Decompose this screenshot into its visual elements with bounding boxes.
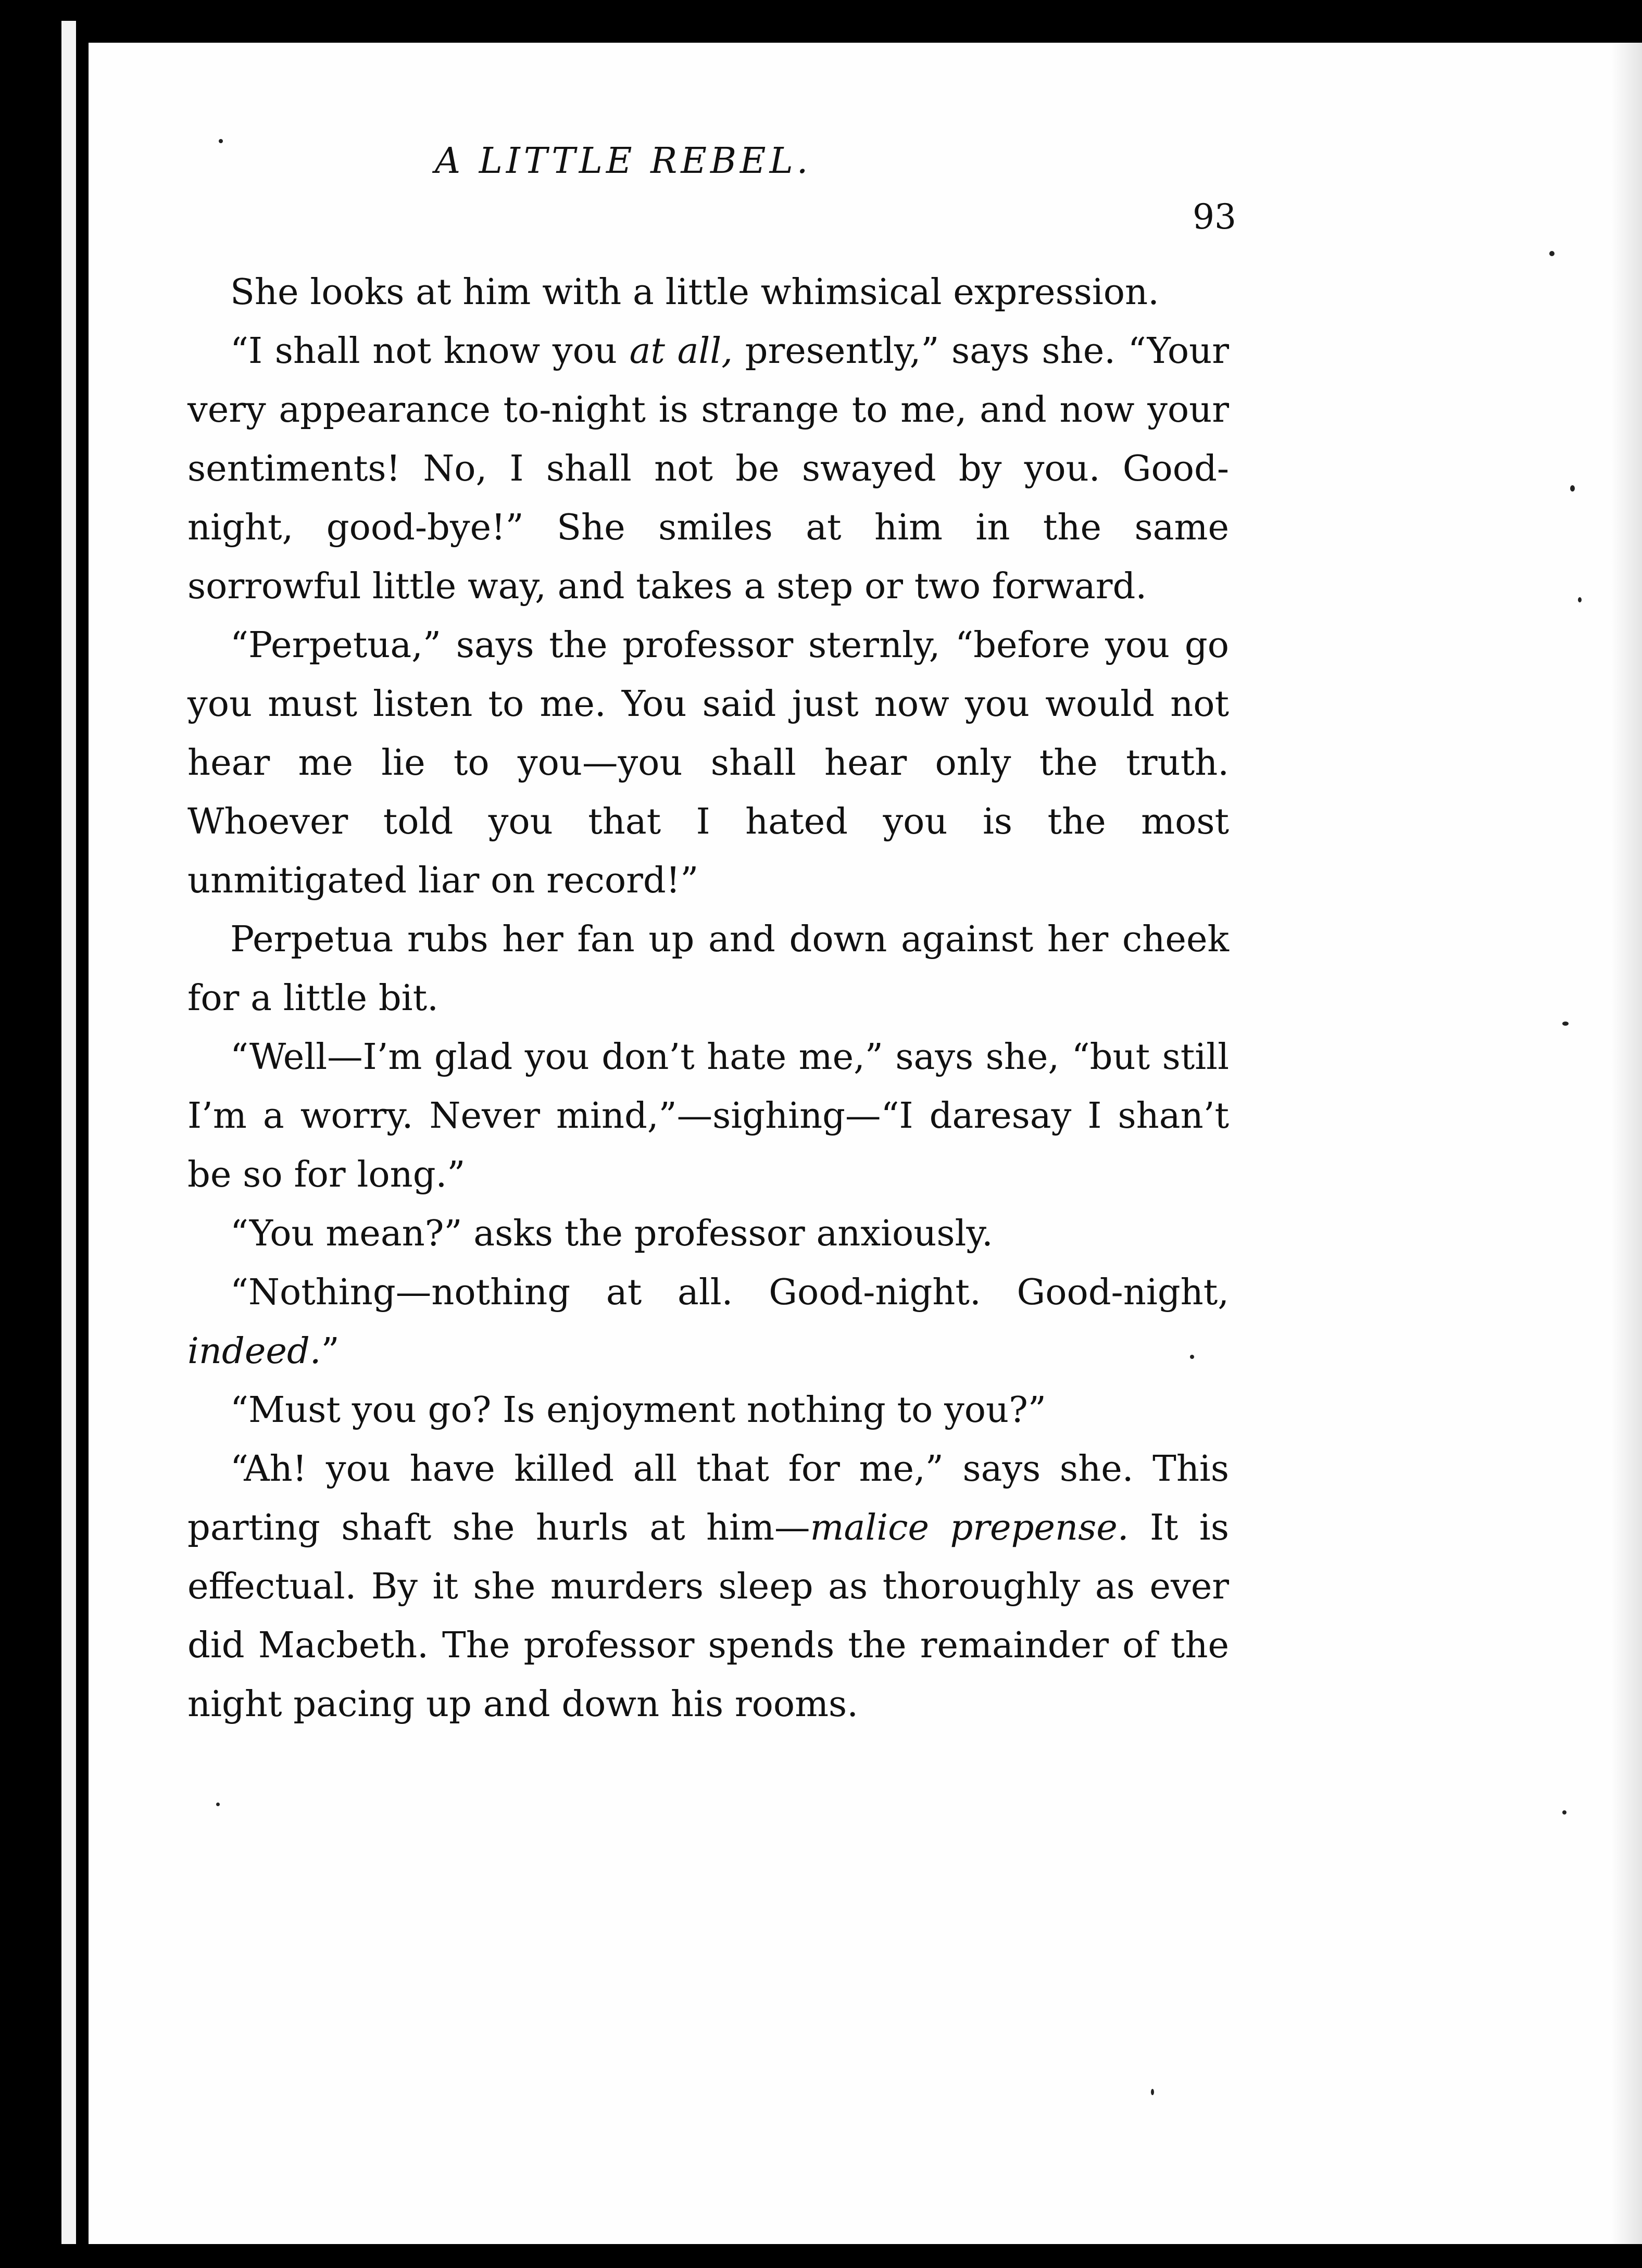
- paragraph: [187, 1263, 1229, 1381]
- paragraph: “Must you go? Is enjoyment nothing to you?”: [230, 1389, 1046, 1431]
- scan-speck: [216, 1803, 220, 1806]
- scan-speck: [1549, 251, 1555, 256]
- scan-speck: [1570, 485, 1575, 492]
- scan-speck: [1562, 1022, 1569, 1026]
- running-title: A LITTLE REBEL.: [435, 141, 812, 182]
- paragraph: “Well—I’m glad you don’t hate me,” says she, “but still I’m a worry. Never mind,”—sighing—“I daresay I shan’t be so for long.”: [187, 1036, 1229, 1195]
- italic-emphasis: malice prepense.: [810, 1507, 1129, 1548]
- text-run: “Ah! you have killed all that for me,” says she. This parting shaft she hurls at him—: [187, 1448, 1229, 1548]
- text-run: presently,” says she. “Your very appearance to-night is strange to me, and now your sentiments! No, I shall not be swayed by you. Good-night, good-bye!” She smiles at him in the same sorrowful little way, and takes a step or two forward.: [187, 330, 1229, 607]
- paragraph: She looks at him with a little whimsical expression.: [230, 271, 1159, 313]
- page-number: 93: [1193, 197, 1236, 237]
- scan-speck: [1562, 1810, 1566, 1815]
- body-text: [187, 263, 1229, 1734]
- scan-speck: [219, 139, 223, 143]
- text-run: ”: [321, 1330, 340, 1372]
- scan-speck: [1578, 597, 1582, 602]
- scan-border-bottom: [0, 2244, 1642, 2268]
- paragraph: “Perpetua,” says the professor sternly, “before you go you must listen to me. You said just now you would not hear me lie to you—you shall hear only the truth. Whoever told you that I hated you is the most unmitigated liar on record!”: [187, 624, 1229, 901]
- paragraph: [187, 1440, 1229, 1734]
- scan-speck: [1151, 2089, 1154, 2095]
- scan-gutter-strip: [61, 21, 76, 2254]
- paragraph: Perpetua rubs her fan up and down against her cheek for a little bit.: [187, 918, 1229, 1019]
- scan-border-top: [0, 0, 1642, 43]
- page-fold-shadow: [1611, 43, 1642, 2244]
- text-run: “Nothing—nothing at all. Good-night. Good-night,: [230, 1271, 1229, 1313]
- paragraph: “You mean?” asks the professor anxiously.: [230, 1213, 993, 1254]
- italic-emphasis: at all,: [629, 330, 733, 372]
- italic-emphasis: indeed.: [187, 1330, 321, 1372]
- paragraph: [187, 322, 1229, 616]
- text-run: It is effectual. By it she murders sleep as thoroughly as ever did Macbeth. The professor spends the remainder of the night pacing up and down his rooms.: [187, 1507, 1229, 1725]
- text-run: “I shall not know you: [230, 330, 630, 372]
